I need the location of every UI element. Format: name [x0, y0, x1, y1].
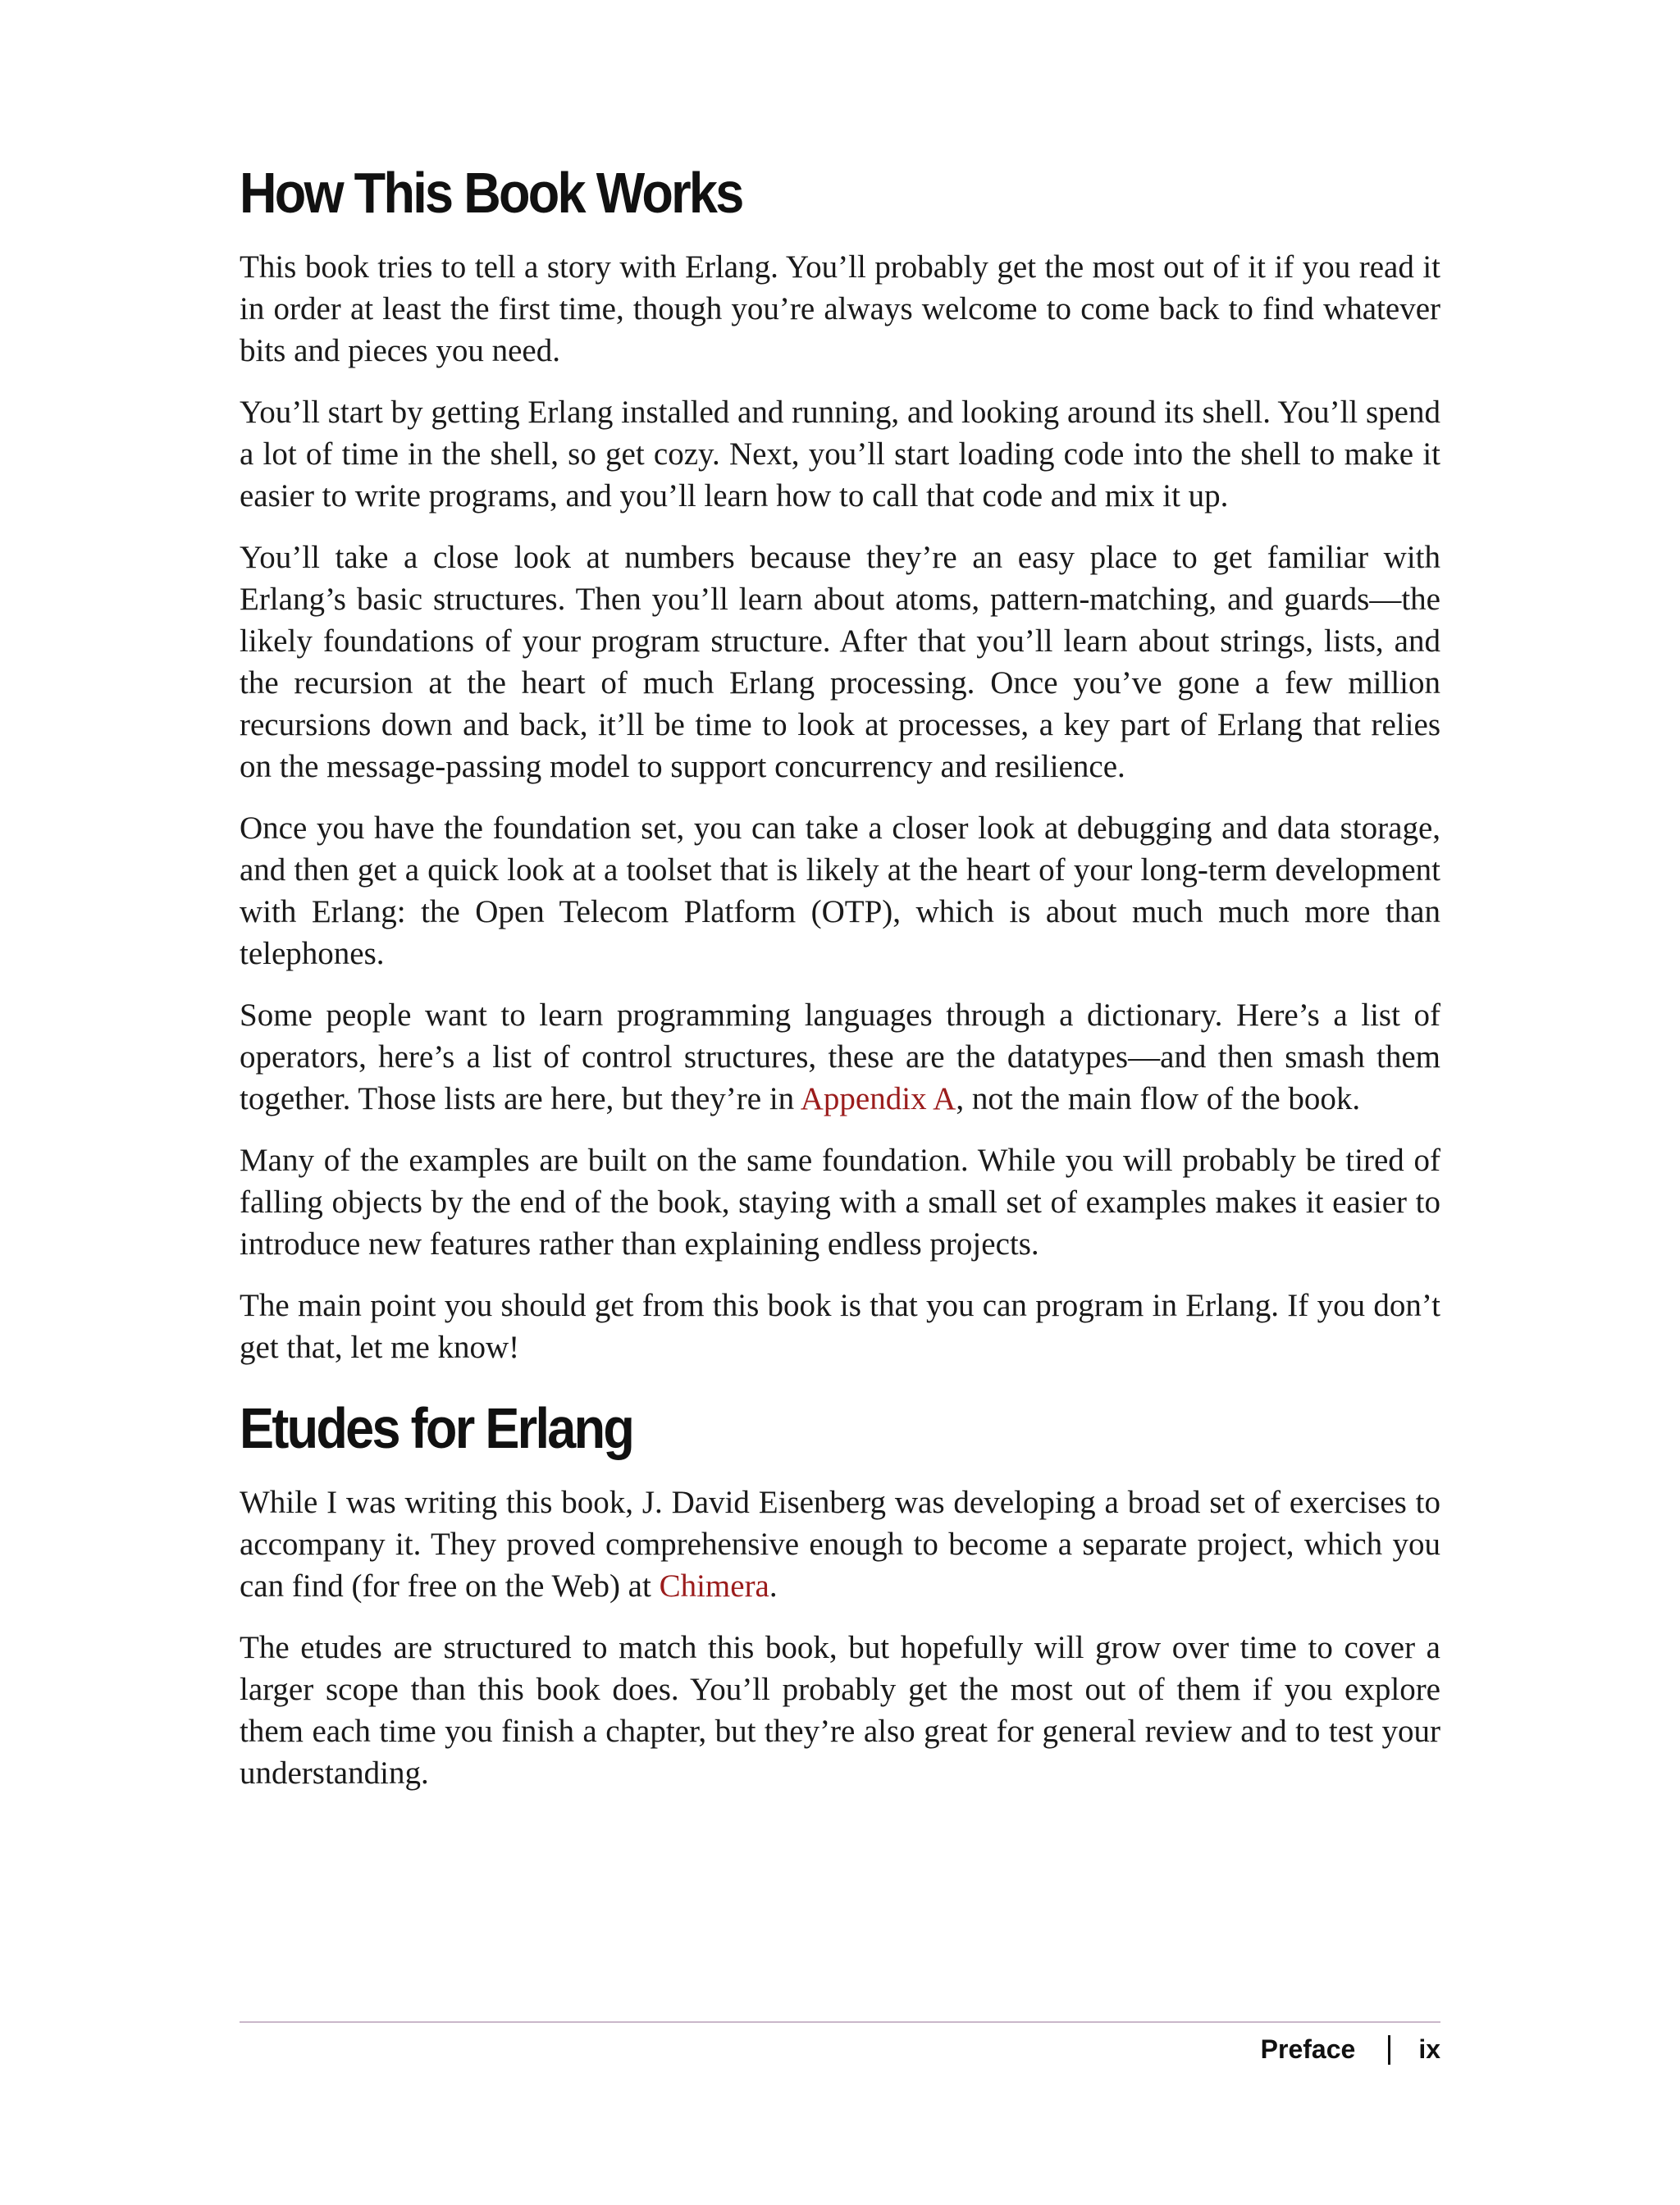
footer-rule [240, 2021, 1440, 2023]
paragraph: Many of the examples are built on the same foundation. While you will probably be tired of falling objects by the end of the book, staying with a small set of examples makes it easier to introduce new features rather than explaining endless projects. [240, 1143, 1440, 1262]
page-footer [1261, 2034, 1440, 2065]
page-content [240, 161, 1440, 1814]
appendix-a-link[interactable]: Appendix A [800, 1081, 956, 1116]
paragraph-with-link [240, 994, 1440, 1120]
section-heading-how-this-book-works: How This Book Works [240, 161, 742, 225]
paragraph-text: , not the main flow of the book. [956, 1081, 1361, 1116]
paragraph: The etudes are structured to match this book, but hopefully will grow over time to cover a larger scope than this book does. You’ll probably get the most out of them if you explore them each time you finish a chapter, but they’re also great for general review and to test your understanding. [240, 1630, 1440, 1791]
paragraph: Once you have the foundation set, you can take a closer look at debugging and data storage, and then get a quick look at a toolset that is likely at the heart of your long-term development with Erlang: the Open Telecom Platform (OTP), which is about much much more than telephones. [240, 810, 1440, 971]
paragraph: The main point you should get from this book is that you can program in Erlang. If you don’t get that, let me know! [240, 1288, 1440, 1365]
paragraph-text: . [769, 1568, 778, 1604]
footer-section-title: Preface [1260, 2034, 1356, 2064]
page-number: ix [1418, 2034, 1440, 2064]
paragraph: This book tries to tell a story with Erlang. You’ll probably get the most out of it if you read it in order at least the first time, though you’re always welcome to come back to find whatever bits and pieces you need. [240, 249, 1440, 368]
chimera-link[interactable]: Chimera [659, 1568, 769, 1604]
paragraph-text: Some people want to learn programming languages through a dictionary. Here’s a list of operators, here’s a list of control structures, these are the datatypes—and then smash them together. Those lists are here, but they’re in [240, 998, 1440, 1116]
section-heading-etudes-for-erlang: Etudes for Erlang [240, 1396, 633, 1460]
paragraph: You’ll start by getting Erlang installed and running, and looking around its shell. You’ll spend a lot of time in the shell, so get cozy. Next, you’ll start loading code into the shell to make it easier to write programs, and you’ll learn how to call that code and mix it up. [240, 395, 1440, 514]
footer-separator [1388, 2035, 1390, 2065]
paragraph-with-link [240, 1481, 1440, 1607]
paragraph-text: While I was writing this book, J. David Eisenberg was developing a broad set of exercises to accompany it. They proved comprehensive enough to become a separate project, which you can find (for free on the Web) at [240, 1485, 1440, 1604]
paragraph: You’ll take a close look at numbers because they’re an easy place to get familiar with Erlang’s basic structures. Then you’ll learn about atoms, pattern-matching, and guards—the likely foundations of your program structure. After that you’ll learn about strings, lists, and the recursion at the heart of much Erlang processing. Once you’ve gone a few million recursions down and back, it’ll be time to look at processes, a key part of Erlang that relies on the message-passing model to support concurrency and resilience. [240, 540, 1440, 784]
